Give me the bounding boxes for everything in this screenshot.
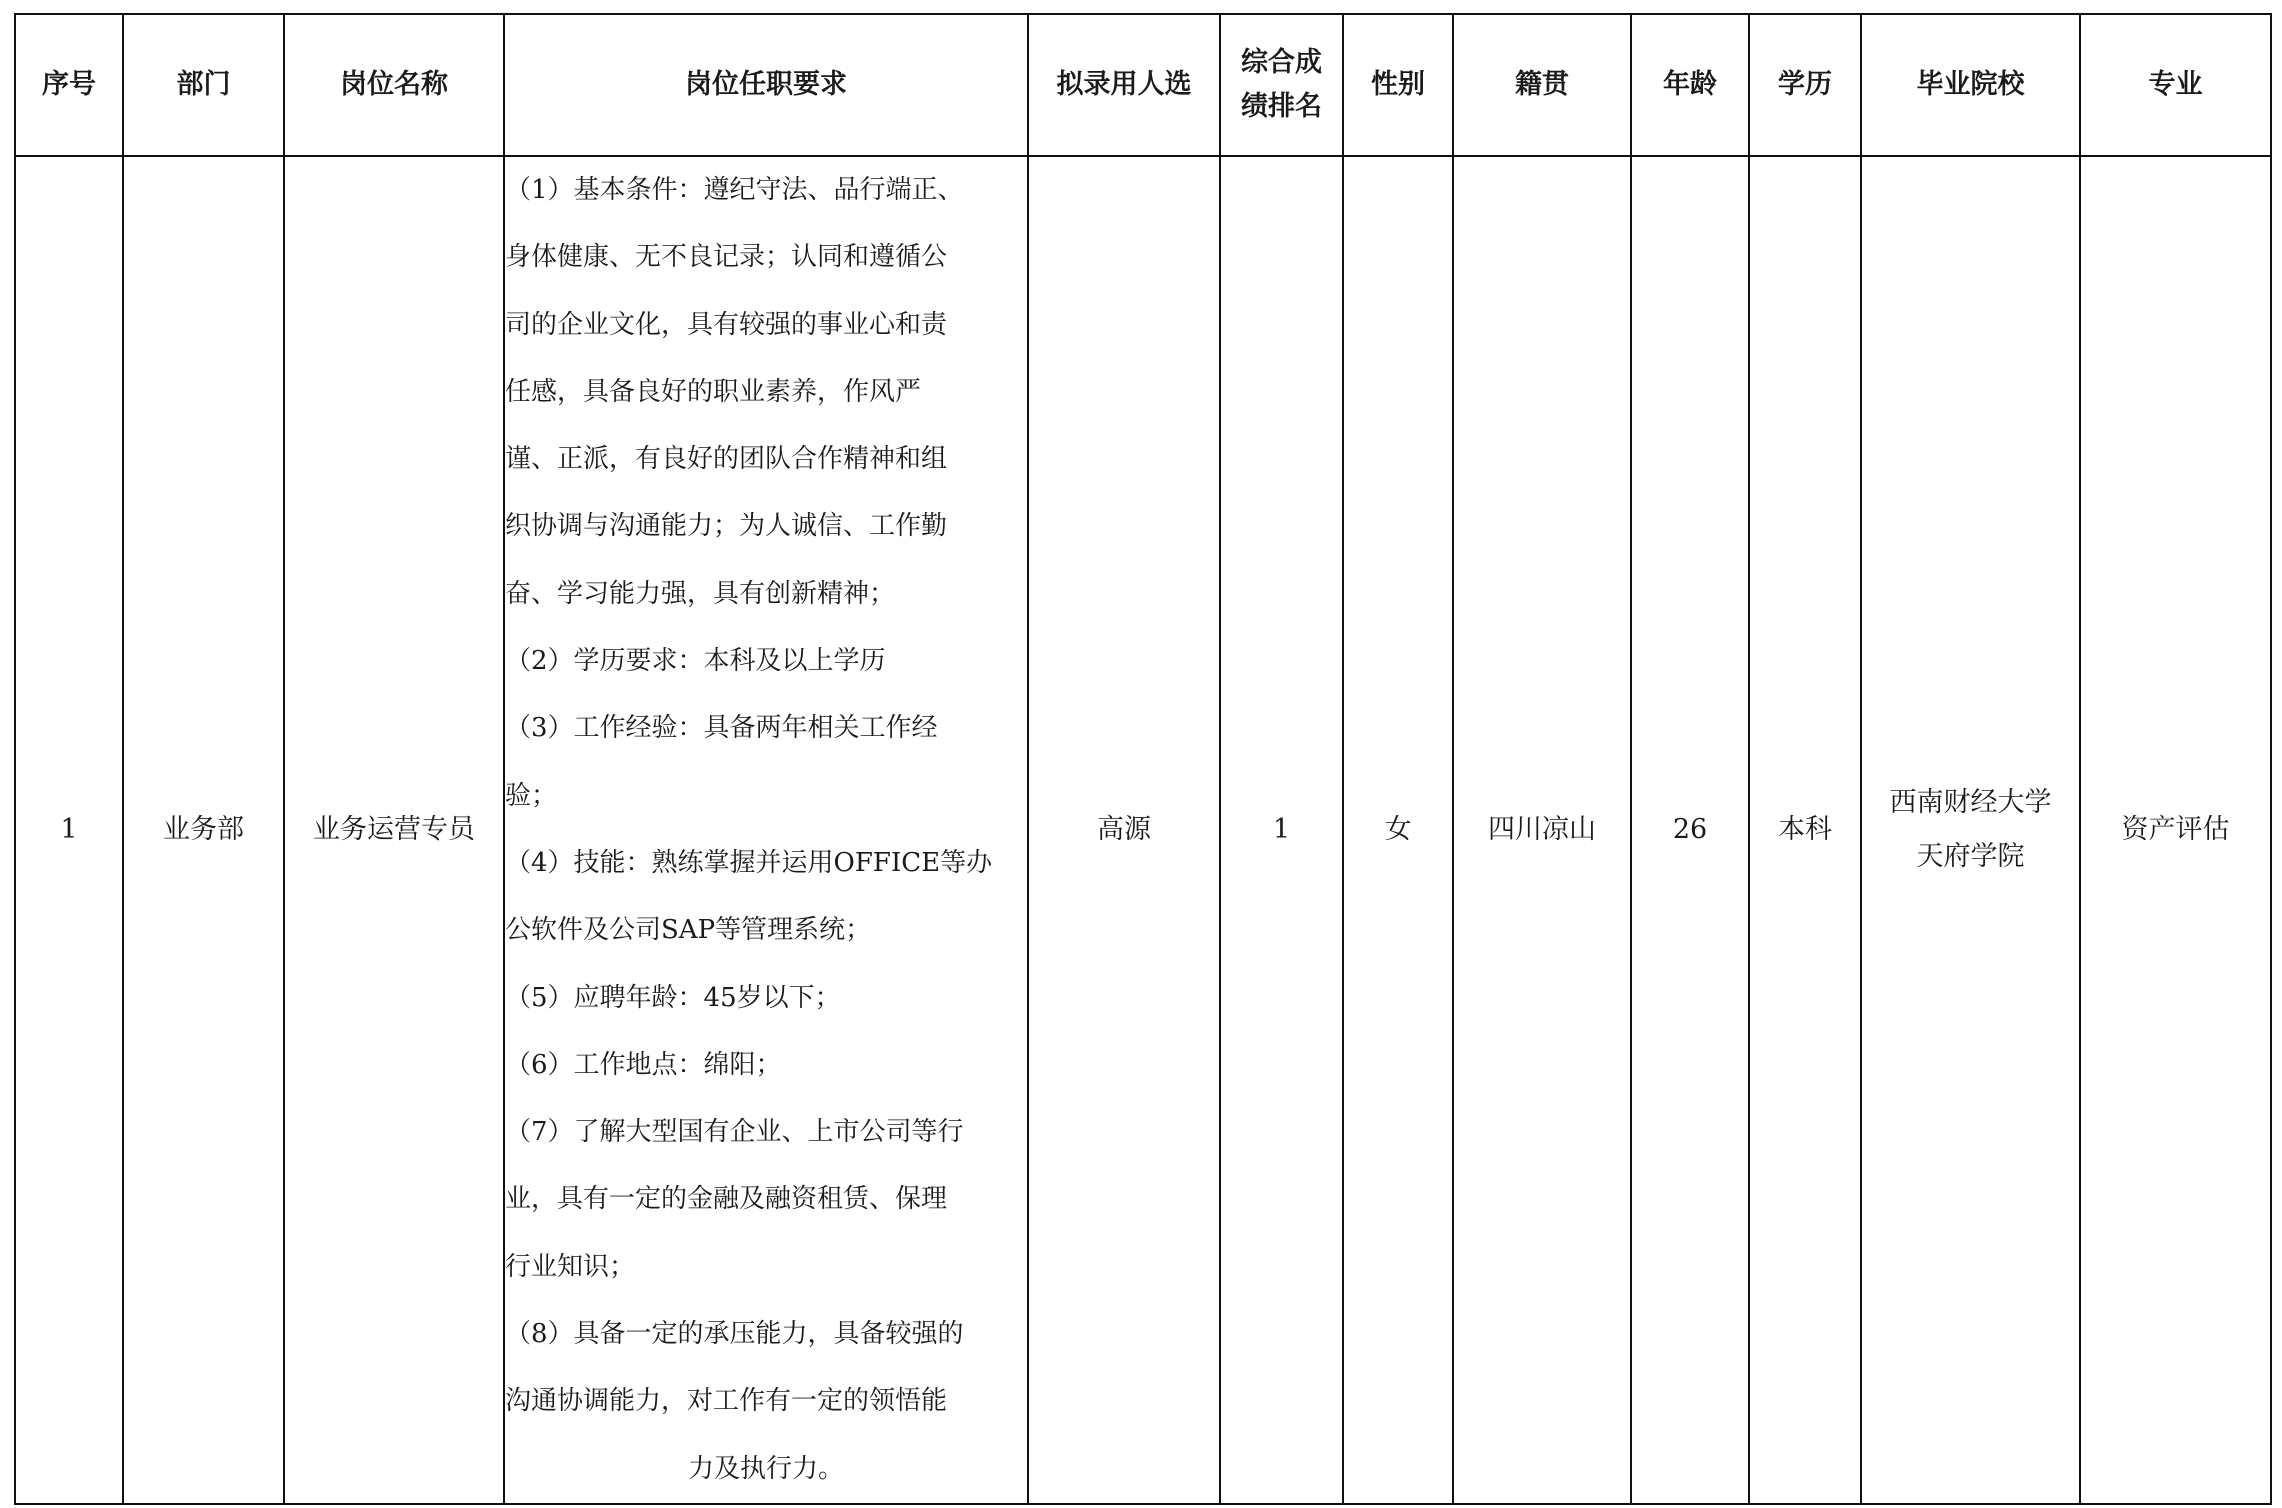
cell-age: 26 <box>1631 156 1749 1504</box>
requirement-line: 力及执行力。 <box>687 1453 844 1484</box>
requirement-line: 公软件及公司SAP等管理系统； <box>505 915 872 946</box>
cell-gender: 女 <box>1343 156 1453 1504</box>
header-major: 专业 <box>2080 14 2271 156</box>
requirement-line: （4）技能：熟练掌握并运用OFFICE等办 <box>505 847 993 878</box>
requirement-line: （5）应聘年龄：45岁以下； <box>505 982 841 1013</box>
cell-native: 四川凉山 <box>1453 156 1631 1504</box>
requirement-line: （7）了解大型国有企业、上市公司等行 <box>505 1117 964 1148</box>
header-rank-line1: 综合成 <box>1241 47 1322 78</box>
requirement-line: 司的企业文化，具有较强的事业心和责 <box>505 309 948 340</box>
cell-major: 资产评估 <box>2080 156 2271 1504</box>
header-school: 毕业院校 <box>1861 14 2080 156</box>
header-candidate: 拟录用人选 <box>1028 14 1220 156</box>
header-dept: 部门 <box>123 14 284 156</box>
requirement-line: 谨、正派，有良好的团队合作精神和组 <box>505 444 948 475</box>
requirements-list <box>505 157 1027 1503</box>
cell-education: 本科 <box>1749 156 1861 1504</box>
cell-post: 业务运营专员 <box>284 156 504 1504</box>
requirement-line: （6）工作地点：绵阳； <box>505 1049 782 1080</box>
cell-candidate: 高源 <box>1028 156 1220 1504</box>
requirement-line: 沟通协调能力，对工作有一定的领悟能 <box>505 1386 948 1417</box>
requirement-line: 身体健康、无不良记录；认同和遵循公 <box>505 242 948 273</box>
header-age: 年龄 <box>1631 14 1749 156</box>
school-line1: 西南财经大学 <box>1889 786 2052 818</box>
cell-dept: 业务部 <box>123 156 284 1504</box>
header-seq: 序号 <box>15 14 123 156</box>
table-row <box>15 156 2271 1504</box>
requirement-line: 业，具有一定的金融及融资租赁、保理 <box>505 1184 948 1215</box>
requirement-line: （3）工作经验：具备两年相关工作经 <box>505 713 938 744</box>
requirement-line: 验； <box>505 780 558 811</box>
requirement-line: （1）基本条件：遵纪守法、品行端正、 <box>505 175 964 205</box>
header-post: 岗位名称 <box>284 14 504 156</box>
header-native: 籍贯 <box>1453 14 1631 156</box>
recruitment-table <box>14 13 2272 1505</box>
header-gender: 性别 <box>1343 14 1453 156</box>
cell-seq: 1 <box>15 156 123 1504</box>
school-line2: 天府学院 <box>1916 840 2025 872</box>
cell-rank: 1 <box>1220 156 1343 1504</box>
header-rank <box>1220 14 1343 156</box>
cell-requirements <box>504 156 1028 1504</box>
header-rank-line2: 绩排名 <box>1241 91 1322 122</box>
requirement-line: 行业知识； <box>505 1251 636 1282</box>
requirement-line: 任感，具备良好的职业素养，作风严 <box>505 376 922 407</box>
header-row <box>15 14 2271 156</box>
requirement-line: 奋、学习能力强，具有创新精神； <box>505 578 896 609</box>
requirement-line: （8）具备一定的承压能力，具备较强的 <box>505 1319 964 1350</box>
requirement-line: 织协调与沟通能力；为人诚信、工作勤 <box>505 511 948 542</box>
header-requirements: 岗位任职要求 <box>504 14 1028 156</box>
header-education: 学历 <box>1749 14 1861 156</box>
requirement-line: （2）学历要求：本科及以上学历 <box>505 646 886 677</box>
cell-school <box>1861 156 2080 1504</box>
